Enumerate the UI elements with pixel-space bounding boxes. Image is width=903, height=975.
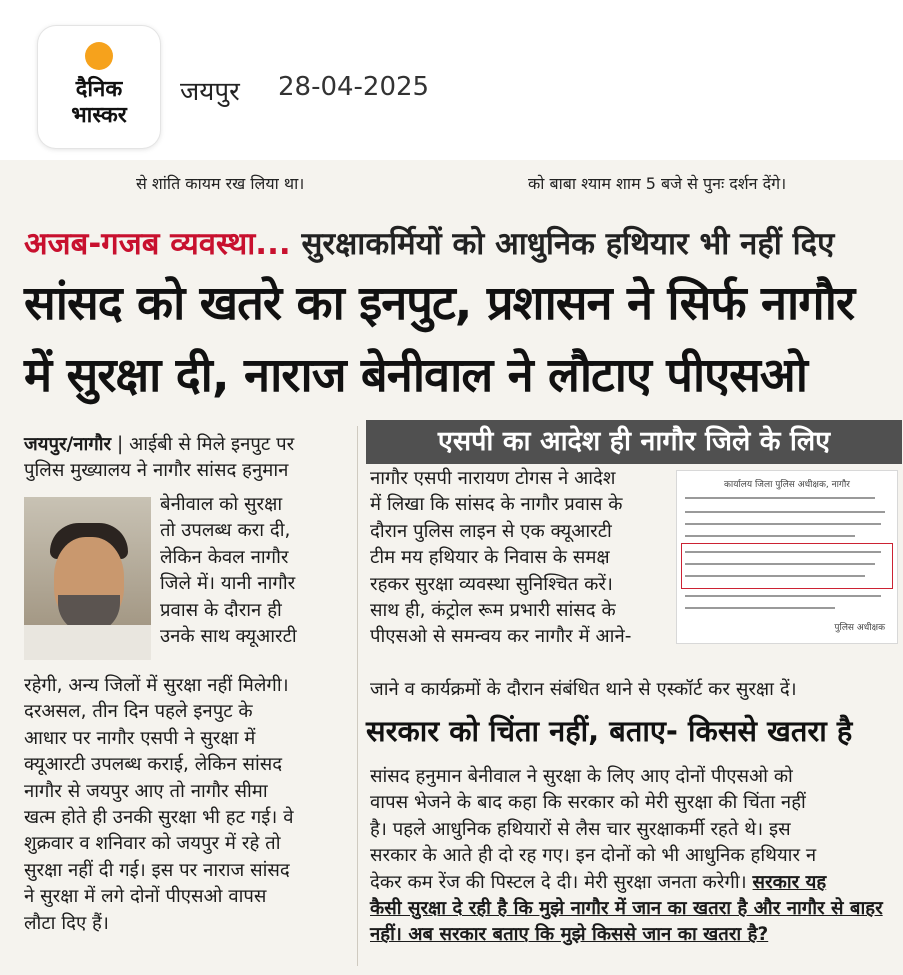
col-line: है। पहले आधुनिक हथियारों से लैस चार सुरक्षाकर्मी रहते थे। इस	[370, 818, 791, 840]
col-line: दरअसल, तीन दिन पहले इनपुट के	[24, 701, 253, 723]
col-line: बेनीवाल को सुरक्षा	[160, 494, 283, 515]
logo-text-line1: दैनिक	[75, 77, 123, 102]
col-line: लौटा दिए हैं।	[24, 912, 109, 934]
doc-header: कार्यालय जिला पुलिस अधीक्षक, नागौर	[723, 480, 850, 490]
col-line: उनके साथ क्यूआरटी	[160, 626, 297, 648]
col-line: ने सुरक्षा में लगे दोनों पीएसओ वापस	[24, 886, 267, 908]
sp-order-text	[370, 466, 631, 651]
col-line: नागौर एसपी नारायण टोगस ने आदेश	[370, 468, 616, 489]
col-line: प्रवास के दौरान ही	[160, 599, 282, 621]
left-column-bottom	[24, 673, 294, 937]
left-column-beside-photo	[160, 492, 297, 650]
header-bar	[0, 0, 903, 160]
col-line: वापस भेजने के बाद कहा कि सरकार को मेरी सुरक्षा की चिंता नहीं	[370, 792, 806, 814]
sp-order-document-image	[676, 470, 898, 644]
dateline: जयपुर/नागौर	[24, 434, 112, 455]
sp-order-text-full: जाने व कार्यक्रमों के दौरान संबंधित थाने से एस्कॉर्ट कर सुरक्षा दें।	[370, 679, 797, 700]
col-line: आधार पर नागौर एसपी ने सुरक्षा में	[24, 727, 256, 749]
doc-line	[685, 535, 855, 537]
col-line: सुरक्षा नहीं दी गई। इस पर नाराज सांसद	[24, 859, 290, 881]
doc-highlight-box	[681, 543, 893, 589]
doc-line	[685, 595, 881, 597]
col-line: शुक्रवार व शनिवार को जयपुर में रहे तो	[24, 833, 281, 855]
doc-line	[685, 551, 881, 553]
kicker-dark: सुरक्षाकर्मियों को आधुनिक हथियार भी नहीं दिए	[301, 226, 835, 262]
sun-icon	[85, 42, 113, 70]
col-line: देकर कम रेंज की पिस्टल दे दी। मेरी सुरक्षा जनता करेगी।	[370, 871, 747, 893]
col-line: क्यूआरटी उपलब्ध कराई, लेकिन सांसद	[24, 754, 283, 776]
col-line: सरकार के आते ही दो रह गए। इन दोनों को भी आधुनिक हथियार न	[370, 845, 817, 867]
col-line: दौरान पुलिस लाइन से एक क्यूआरटी	[370, 520, 612, 542]
doc-signature: पुलिस अधीक्षक	[834, 623, 885, 633]
col-line: में लिखा कि सांसद के नागौर प्रवास के	[370, 494, 623, 516]
kicker	[24, 222, 834, 264]
quote-text	[370, 764, 883, 949]
col-line: जिले में। यानी नागौर	[160, 573, 296, 595]
col-line: साथ ही, कंट्रोल रूम प्रभारी सांसद के	[370, 600, 616, 622]
col-line: रहेगी, अन्य जिलों में सुरक्षा नहीं मिलेगी।	[24, 675, 289, 696]
logo-text-line2: भास्कर	[71, 103, 127, 128]
col-line: आईबी से मिले इनपुट पर	[129, 434, 295, 455]
kicker-red: अजब-गजब व्यवस्था...	[24, 226, 291, 262]
date-label: 28-04-2025	[278, 72, 430, 102]
underlined-quote: नहीं। अब सरकार बताए कि मुझे किससे जान का खतरा है?	[370, 924, 769, 946]
doc-line	[685, 607, 835, 609]
photo-shirt	[24, 625, 151, 660]
doc-line	[685, 563, 875, 565]
col-line: पीएसओ से समन्वय कर नागौर में आने-	[370, 626, 632, 648]
city-label: जयपुर	[180, 77, 240, 107]
doc-line	[685, 523, 881, 525]
doc-line	[685, 511, 885, 513]
doc-line	[685, 497, 875, 499]
headline-line-2: में सुरक्षा दी, नाराज बेनीवाल ने लौटाए पीएसओ	[24, 348, 807, 403]
dainik-bhaskar-logo[interactable]	[38, 26, 160, 148]
col-line: लेकिन केवल नागौर	[160, 546, 289, 568]
col-line: रहकर सुरक्षा व्यवस्था सुनिश्चित करें।	[370, 573, 613, 595]
underlined-quote: सरकार यह	[752, 871, 827, 893]
left-column-top: जयपुर/नागौर | आईबी से मिले इनपुट पर पुलिस मुख्यालय ने नागौर सांसद हनुमान	[24, 432, 294, 485]
mp-photo	[24, 497, 151, 660]
underlined-quote: कैसी सुरक्षा दे रही है कि मुझे नागौर में जान का खतरा है और नागौर से बाहर	[370, 898, 883, 920]
col-line: सांसद हनुमान बेनीवाल ने सुरक्षा के लिए आए दोनों पीएसओ को	[370, 766, 793, 787]
top-fragment-right: को बाबा श्याम शाम 5 बजे से पुनः दर्शन देंगे।	[528, 174, 787, 193]
subhead-government: सरकार को चिंता नहीं, बताए- किससे खतरा है	[366, 714, 853, 748]
subhead-sp-order: एसपी का आदेश ही नागौर जिले के लिए	[366, 420, 902, 464]
top-fragment-left: से शांति कायम रख लिया था।	[136, 174, 305, 193]
col-line: पुलिस मुख्यालय ने नागौर सांसद हनुमान	[24, 460, 289, 482]
col-line: टीम मय हथियार के निवास के समक्ष	[370, 547, 610, 569]
col-line: खत्म होते ही उनकी सुरक्षा भी हट गई। वे	[24, 807, 294, 829]
headline-line-1: सांसद को खतरे का इनपुट, प्रशासन ने सिर्फ नागौर	[24, 276, 855, 331]
col-line: नागौर से जयपुर आए तो नागौर सीमा	[24, 780, 268, 802]
doc-line	[685, 575, 865, 577]
col-line: तो उपलब्ध करा दी,	[160, 520, 291, 542]
column-divider	[357, 426, 358, 966]
